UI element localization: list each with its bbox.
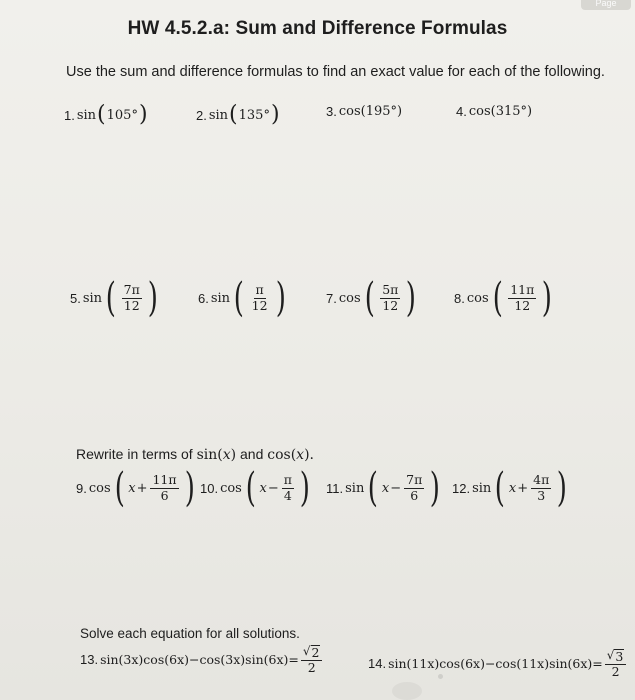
problem-12: 12. sin ( x + $\frac{4\pi}{3}$ ) xyxy=(452,465,568,511)
paper-mark xyxy=(438,674,443,679)
problem-7: 7. cos ( $\frac{5\pi}{12}$ ) xyxy=(326,275,417,321)
problem-5: 5. sin ( $\frac{7\pi}{12}$ ) xyxy=(70,275,158,321)
instructions: Use the sum and difference formulas to find an exact value for each of the following. xyxy=(66,64,605,80)
problem-8: 8. cos ( $\frac{11\pi}{12}$ ) xyxy=(454,275,553,321)
fraction: √ 3 2 xyxy=(605,648,627,679)
problem-2: 2. sin ( 135° ) xyxy=(196,102,280,127)
paper-smudge xyxy=(392,682,422,700)
solve-heading: Solve each equation for all solutions. xyxy=(80,626,300,641)
fraction: $\frac{11\pi}{6}$ xyxy=(152,472,177,503)
fraction: $\frac{11\pi}{12}$ xyxy=(510,282,535,313)
problem-11: 11. sin ( x − $\frac{7\pi}{6}$ ) xyxy=(326,465,441,511)
fraction: $\frac{7\pi}{12}$ xyxy=(123,282,140,313)
page-tab: Page xyxy=(581,0,631,10)
problem-6: 6. sin ( $\frac{\pi}{12}$ ) xyxy=(198,275,286,321)
problem-1: 1. sin ( 105° ) xyxy=(64,102,148,127)
problem-13: 13. sin(3x)cos(6x)−cos(3x)sin(6x)= √ 2 2 xyxy=(80,644,324,675)
problem-14: 14. sin(11x)cos(6x)−cos(11x)sin(6x)= √ 3 2 xyxy=(368,648,628,679)
problem-4: 4. cos ( 315° ) xyxy=(456,104,533,119)
rewrite-heading: Rewrite in terms of sin(x) and cos(x). xyxy=(76,446,314,463)
fraction: $\frac{\pi}{12}$ xyxy=(251,282,268,313)
fraction: √ 2 2 xyxy=(301,644,323,675)
fraction: $\frac{5\pi}{12}$ xyxy=(382,282,399,313)
problem-10: 10. cos ( x − $\frac{\pi}{4}$ ) xyxy=(200,465,310,511)
fraction: $\frac{\pi}{4}$ xyxy=(283,472,292,503)
fraction: $\frac{7\pi}{6}$ xyxy=(406,472,423,503)
problem-9: 9. cos ( x + $\frac{11\pi}{6}$ ) xyxy=(76,465,195,511)
page-title: HW 4.5.2.a: Sum and Difference Formulas xyxy=(127,18,508,39)
fraction: $\frac{4\pi}{3}$ xyxy=(533,472,550,503)
problem-3: 3. cos ( 195° ) xyxy=(326,104,403,119)
